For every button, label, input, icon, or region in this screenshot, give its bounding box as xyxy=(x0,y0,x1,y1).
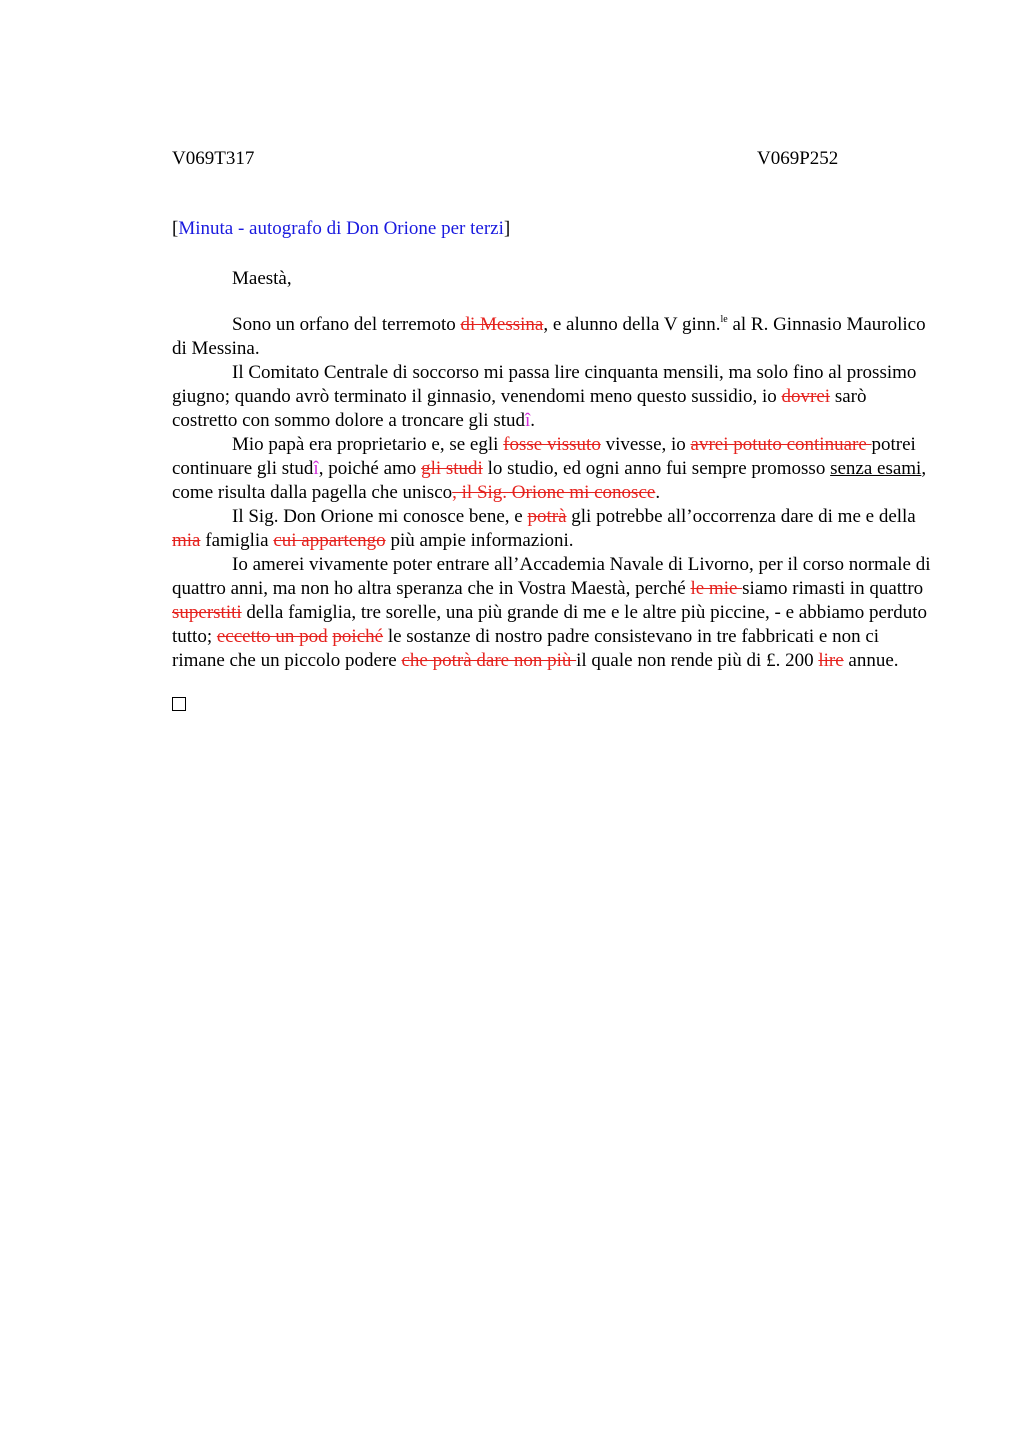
editorial-note: [Minuta - autografo di Don Orione per terzi] xyxy=(172,218,511,239)
deleted-text: superstiti xyxy=(172,602,242,623)
deleted-text: di Messina xyxy=(460,314,544,335)
deleted-text: mia xyxy=(172,530,201,551)
paragraph-4: Il Sig. Don Orione mi conosce bene, e potrà gli potrebbe all’occorrenza dare di me e della mia famiglia cui appartengo più ampie informazioni. xyxy=(172,506,916,551)
paragraph-3: Mio papà era proprietario e, se egli fosse vissuto vivesse, io avrei potuto continuare potrei continuare gli studî, poiché amo gli studi lo studio, ed ogni anno fui sempre promosso senza esami, come risulta dalla pagella che unisco, il Sig. Orione mi conosce. xyxy=(172,434,927,503)
deleted-text: le mie xyxy=(690,578,743,599)
deleted-text: dovrei xyxy=(781,386,831,407)
deleted-text: potrà xyxy=(527,506,567,527)
deleted-text: poiché xyxy=(332,626,384,647)
document-code-left: V069T317 xyxy=(172,148,255,169)
deleted-text: , il Sig. Orione mi conosce xyxy=(452,482,656,503)
paragraph-2: Il Comitato Centrale di soccorso mi passa lire cinquanta mensili, ma solo fino al prossimo giugno; quando avrò terminato il ginnasio, venendomi meno questo sussidio, io dovrei sarò costretto con sommo dolore a troncare gli studî. xyxy=(172,362,917,431)
superscript: le xyxy=(720,314,728,325)
abbreviation-mark: î xyxy=(525,410,531,431)
deleted-text: eccetto un pod xyxy=(216,626,328,647)
abbreviation-mark: î xyxy=(313,458,319,479)
paragraph-5: Io amerei vivamente poter entrare all’Accademia Navale di Livorno, per il corso normale di quattro anni, ma non ho altra speranza che in Vostra Maestà, perché le mie siamo rimasti in quattro superstiti della famiglia, tre sorelle, una più grande di me e le altre più piccine, - e abbiamo perduto tutto; eccetto un pod poiché le sostanze di nostro padre consistevano in tre fabbricati e non ci rimane che un piccolo podere che potrà dare non più il quale non rende più di £. 200 lire annue. xyxy=(172,554,931,671)
paragraph-1: Sono un orfano del terremoto di Messina, e alunno della V ginn.$^{le}$ al R. Ginnasio Maurolico di Messina. xyxy=(172,314,926,359)
document-code-right: V069P252 xyxy=(757,148,839,169)
salutation: Maestà, xyxy=(232,268,292,289)
underlined-text: senza esami xyxy=(830,458,922,479)
deleted-text: avrei potuto continuare xyxy=(690,434,872,455)
deleted-text: lire xyxy=(818,650,844,671)
deleted-text: che potrà dare non più xyxy=(401,650,577,671)
deleted-text: fosse vissuto xyxy=(503,434,601,455)
deleted-text: gli studi xyxy=(421,458,483,479)
editorial-note-text: Minuta - autografo di Don Orione per terzi xyxy=(178,218,504,239)
end-marker-box xyxy=(172,697,186,711)
deleted-text: cui appartengo xyxy=(273,530,386,551)
letter-body xyxy=(172,313,932,673)
